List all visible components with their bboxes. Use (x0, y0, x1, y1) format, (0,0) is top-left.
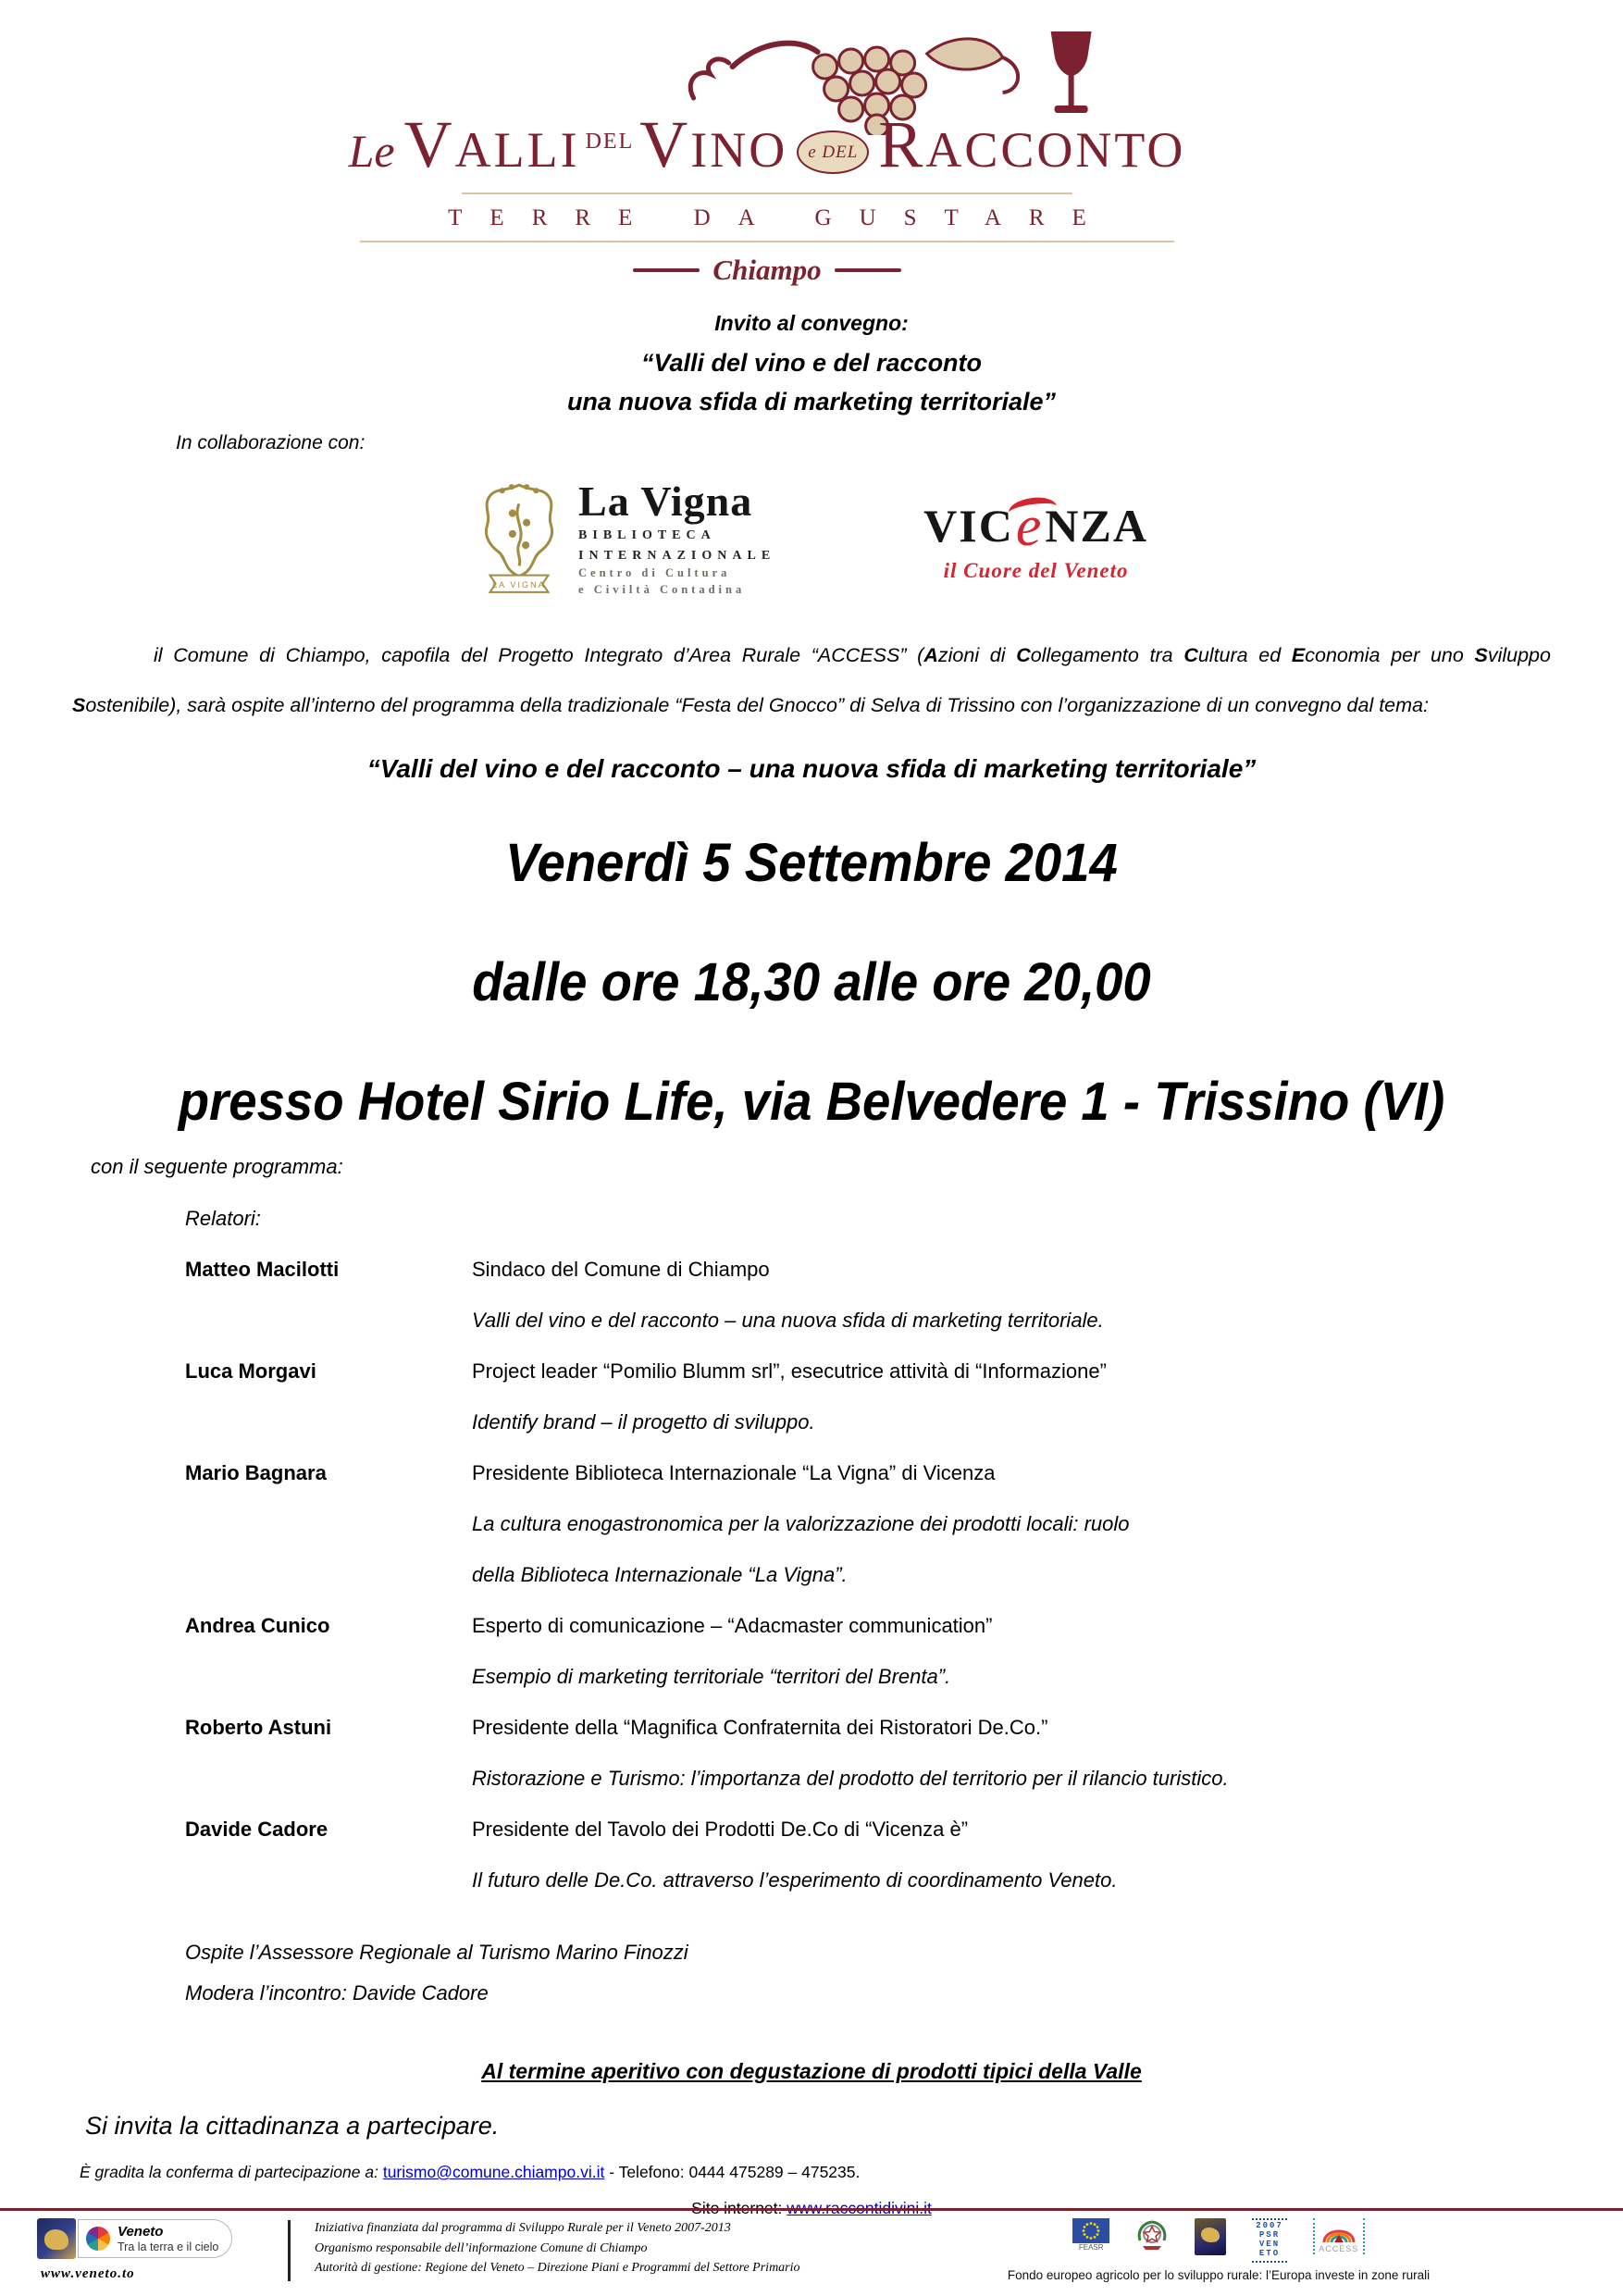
spacer (185, 1651, 472, 1702)
funding-logos (1072, 2218, 1365, 2263)
spacer (185, 1855, 472, 1905)
program-label: con il seguente programma: (91, 1155, 343, 1178)
veneto-text (118, 2224, 218, 2253)
speaker-role: Presidente Biblioteca Internazionale “La Vigna” di Vicenza (472, 1461, 996, 1484)
program-row-note (72, 1295, 1551, 1346)
speaker-name: Mario Bagnara (185, 1461, 327, 1484)
invite-title-line2: una nuova sfida di marketing territoriale” (566, 388, 1057, 416)
speaker-topic: Esempio di marketing territoriale “territori del Brenta”. (472, 1665, 951, 1688)
veneto-tagline: Tra la terra e il cielo (118, 2240, 219, 2253)
lavigna-small2: e Civiltà Contadina (578, 583, 746, 596)
collaboration-label: In collaborazione con: (176, 432, 365, 453)
lavigna-sub1: BIBLIOTECA (578, 528, 716, 542)
lavigna-text (578, 480, 775, 597)
program-row-note (72, 1753, 1551, 1804)
veneto-badge (37, 2218, 282, 2259)
regione-veneto-icon (1195, 2218, 1226, 2255)
credit-line: Autorità di gestione: Regione del Veneto – Direzione Piani e Programmi del Settore Primario (315, 2261, 800, 2276)
program-row-note (72, 1396, 1551, 1447)
partner-logos (72, 469, 1551, 608)
speaker-name: Davide Cadore (185, 1818, 328, 1841)
psr-line: 2007 (1256, 2221, 1283, 2230)
speaker-name: Luca Morgavi (185, 1359, 316, 1383)
rsvp-email-link[interactable]: turismo@comune.chiampo.vi.it (382, 2163, 605, 2181)
veneto-star-icon (86, 2227, 110, 2251)
vicenza-wordmark (923, 494, 1148, 558)
moderator-line: Modera l’incontro: Davide Cadore (185, 1981, 489, 2004)
vicenza-pre: VIC (923, 500, 1014, 552)
logo-place-line (314, 254, 1220, 287)
speaker-role: Presidente della “Magnifica Confraternita dei Ristoratori De.Co.” (472, 1716, 1048, 1739)
logo-rule-bottom (360, 241, 1174, 242)
program-row-note (72, 1855, 1551, 1905)
speaker-name: Roberto Astuni (185, 1716, 332, 1739)
program-row-note (72, 1498, 1551, 1549)
guest-line: Ospite l’Assessore Regionale al Turismo Marino Finozzi (185, 1941, 688, 1964)
speaker-role: Esperto di comunicazione – “Adacmaster communication” (472, 1614, 993, 1637)
veneto-name: Veneto (118, 2224, 164, 2240)
speaker-topic: Il futuro delle De.Co. attraverso l’esperimento di coordinamento Veneto. (472, 1868, 1118, 1892)
speaker-role: Sindaco del Comune di Chiampo (472, 1258, 770, 1281)
invite-title-line1: “Valli del vino e del racconto (640, 349, 983, 377)
program-row (72, 1244, 1551, 1295)
logo-place: Chiampo (712, 254, 822, 286)
rsvp-prefix: È gradita la conferma di partecipazione a: (80, 2163, 383, 2181)
rsvp-phone: - Telefono: 0444 475289 – 475235. (604, 2163, 861, 2181)
logo-badge-e-del: e DEL (797, 130, 869, 174)
speaker-role: Project leader “Pomilio Blumm srl”, esecutrice attività di “Informazione” (472, 1359, 1107, 1383)
venetian-lion-icon (37, 2218, 76, 2259)
speaker-name: Andrea Cunico (185, 1614, 330, 1637)
footer-credits (315, 2218, 851, 2278)
veneto-logo-block (37, 2218, 282, 2282)
vicenza-post: NZA (1045, 500, 1148, 552)
goblet-icon (1050, 31, 1091, 113)
psr-line: PSR (1258, 2229, 1281, 2240)
footer-inner (37, 2218, 1586, 2282)
eu-flag-label: FEASR (1078, 2243, 1104, 2252)
funding-block (851, 2218, 1586, 2282)
lavigna-sub2: INTERNAZIONALE (578, 549, 776, 563)
program-row (72, 1600, 1551, 1651)
veneto-pill (78, 2219, 232, 2257)
psr-line: VEN (1258, 2239, 1281, 2249)
logo-word-vino: VINO (639, 107, 788, 181)
lavigna-banner-text: LA VIGNA (492, 579, 546, 590)
psr-line: ETO (1258, 2248, 1281, 2258)
website-link[interactable]: www.raccontidivini.it (787, 2199, 932, 2217)
access-label: ACCESS (1319, 2244, 1359, 2253)
vicenza-logo (923, 494, 1148, 583)
dash-left (633, 268, 700, 272)
convention-headline: “Valli del vino e del racconto – una nuova sfida di marketing territoriale” (366, 754, 1257, 783)
aperitif-line: Al termine aperitivo con degustazione di prodotti tipici della Valle (481, 2059, 1142, 2083)
lavigna-logo (475, 479, 775, 598)
program-list (72, 1244, 1551, 1905)
event-date: Venerdì 5 Settembre 2014 (505, 833, 1118, 893)
logo-del: DEL (585, 130, 635, 154)
program-row-note (72, 1549, 1551, 1600)
psr-veneto-text (1252, 2218, 1287, 2263)
credit-line: Organismo responsabile dell’informazione Comune di Chiampo (315, 2240, 648, 2255)
footer (0, 2208, 1623, 2282)
logo-tagline: TERRE DA GUSTARE (448, 205, 1114, 230)
italian-republic-emblem (1135, 2218, 1169, 2253)
lavigna-crest-icon (475, 479, 564, 598)
fund-line: Fondo europeo agricolo per lo sviluppo rurale: l’Europa investe in zone rurali (1007, 2267, 1431, 2282)
spacer (185, 1396, 472, 1447)
spacer (185, 1753, 472, 1804)
regione-veneto-logo (1195, 2218, 1226, 2255)
logo-rule-top (462, 192, 1072, 194)
speaker-role: Presidente del Tavolo dei Prodotti De.Co di “Vicenza è” (472, 1818, 969, 1841)
spacer (185, 1295, 472, 1346)
website-prefix: Sito internet: (691, 2199, 787, 2217)
event-logo (314, 26, 1220, 287)
vicenza-tagline: il Cuore del Veneto (943, 559, 1129, 582)
vicenza-red-e: e (1015, 495, 1044, 558)
invite-title (72, 343, 1551, 421)
program-row-note (72, 1651, 1551, 1702)
logo-word-valli: VALLI (403, 107, 580, 181)
speaker-name: Matteo Macilotti (185, 1258, 340, 1281)
access-rainbow-icon (1319, 2218, 1359, 2244)
credit-line: Iniziativa finanziata dal programma di Sviluppo Rurale per il Veneto 2007-2013 (315, 2221, 731, 2235)
event-venue: presso Hotel Sirio Life, via Belvedere 1 - Trissino (VI) (178, 1072, 1445, 1132)
veneto-url: www.veneto.to (41, 2266, 135, 2281)
intro-paragraph: il Comune di Chiampo, capofila del Progetto Integrato d’Area Rurale “ACCESS” (Azioni di Collegamento tra Cultura ed Economia per uno Sviluppo Sostenibile), sarà ospite all’interno del programma della tradizionale “Festa del Gnocco” di Selva di Trissino con l’organizzazione di un convegno dal tema: (72, 644, 1551, 716)
eu-flag-logo (1072, 2218, 1109, 2253)
italian-emblem-icon (1135, 2218, 1169, 2253)
speaker-topic: Valli del vino e del racconto – una nuova sfida di marketing territoriale. (472, 1309, 1104, 1332)
program-row (72, 1447, 1551, 1498)
event-time: dalle ore 18,30 alle ore 20,00 (472, 952, 1151, 1012)
speakers-label: Relatori: (185, 1207, 261, 1230)
speaker-topic: della Biblioteca Internazionale “La Vigna”. (472, 1563, 848, 1586)
invitation-line: Si invita la cittadinanza a partecipare. (85, 2112, 500, 2140)
lavigna-title: La Vigna (578, 478, 753, 525)
logo-prefix: Le (348, 125, 395, 177)
speaker-topic: Ristorazione e Turismo: l’importanza del prodotto del territorio per il rilancio turistico. (472, 1767, 1229, 1790)
speaker-topic: Identify brand – il progetto di sviluppo. (472, 1410, 815, 1433)
invite-label: Invito al convegno: (714, 311, 909, 335)
spacer (185, 1549, 472, 1600)
footer-divider (288, 2220, 291, 2281)
program-row (72, 1804, 1551, 1855)
access-project-logo (1313, 2218, 1365, 2254)
document-content (0, 26, 1623, 2218)
rsvp-line (80, 2163, 1551, 2182)
logo-wordmark (314, 107, 1220, 181)
speaker-topic: La cultura enogastronomica per la valorizzazione dei prodotti locali: ruolo (472, 1512, 1130, 1535)
psr-veneto-logo (1252, 2218, 1287, 2263)
program-row (72, 1702, 1551, 1753)
eu-flag-icon (1072, 2218, 1109, 2243)
logo-word-racconto: RACCONTO (878, 107, 1186, 181)
lavigna-small1: Centro di Cultura (578, 566, 731, 579)
program-row (72, 1346, 1551, 1396)
dash-right (835, 268, 901, 272)
spacer (185, 1498, 472, 1549)
